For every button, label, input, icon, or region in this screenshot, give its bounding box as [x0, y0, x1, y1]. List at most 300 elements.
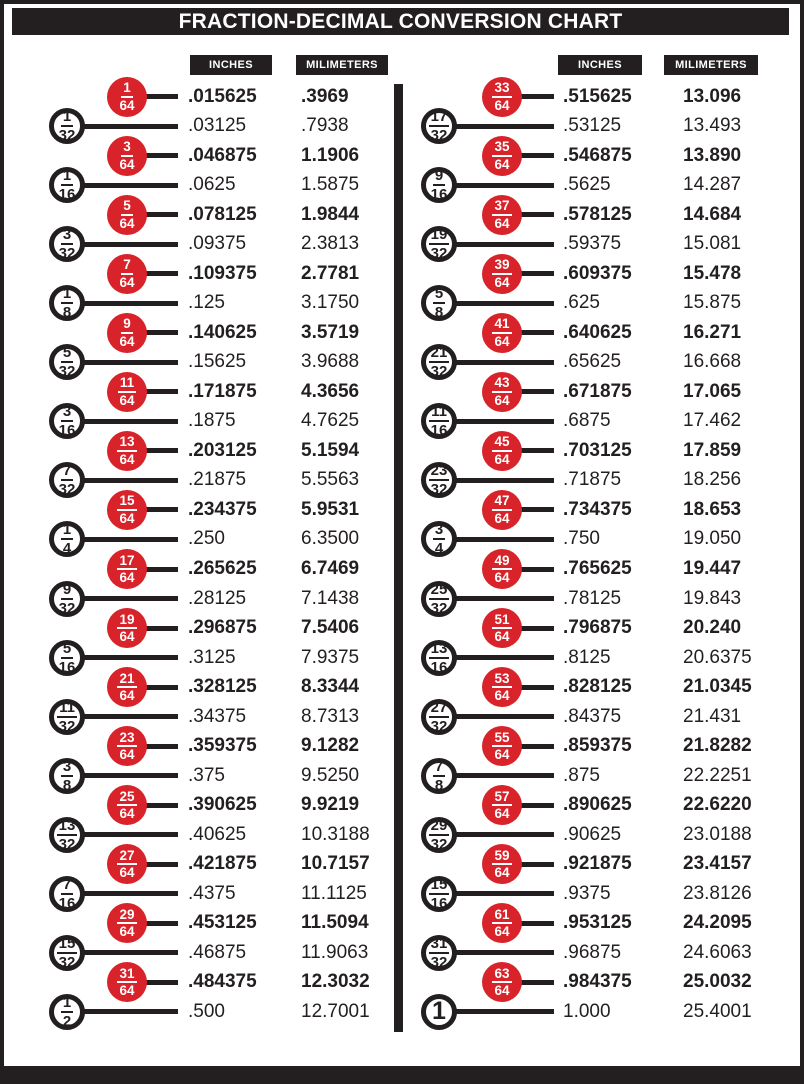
mm-value: 22.2251 — [683, 764, 752, 786]
mm-value: 23.8126 — [683, 882, 752, 904]
table-row — [0, 731, 804, 761]
fraction-badge — [482, 608, 522, 648]
fraction-denominator: 8 — [62, 776, 72, 794]
connector-line — [444, 773, 554, 778]
fraction-denominator: 32 — [58, 599, 76, 617]
mm-value: 10.7157 — [301, 853, 370, 875]
mm-value: 2.3813 — [301, 233, 360, 255]
mm-value: 3.5719 — [301, 321, 360, 343]
fraction-badge — [482, 136, 522, 176]
inches-value: .46875 — [188, 941, 247, 963]
mm-value: 19.050 — [683, 528, 742, 550]
fraction-numerator: 31 — [430, 934, 448, 952]
table-row — [0, 639, 804, 676]
fraction-numerator: 9 — [121, 317, 133, 334]
fraction-denominator: 64 — [494, 274, 510, 290]
table-row — [0, 993, 804, 1030]
mm-value: 13.096 — [683, 85, 742, 107]
fraction-denominator: 64 — [119, 451, 135, 467]
mm-value: 16.271 — [683, 321, 742, 343]
fraction-denominator: 4 — [62, 540, 72, 558]
inches-value: .3125 — [188, 646, 236, 668]
fraction-denominator: 64 — [119, 392, 135, 408]
inches-value: .125 — [188, 292, 225, 314]
fraction-denominator: 32 — [58, 717, 76, 735]
fraction-badge — [421, 758, 457, 794]
fraction-denominator: 64 — [494, 747, 510, 763]
fraction-numerator: 29 — [117, 908, 136, 925]
mm-value: 6.3500 — [301, 528, 360, 550]
fraction-denominator: 64 — [119, 156, 135, 172]
mm-value: 15.081 — [683, 233, 742, 255]
inches-value: .6875 — [563, 410, 611, 432]
mm-value: 24.2095 — [683, 912, 752, 934]
inches-value: .984375 — [563, 971, 632, 993]
mm-value: 14.684 — [683, 203, 742, 225]
table-row — [0, 908, 804, 938]
mm-value: 20.240 — [683, 617, 742, 639]
fraction-badge — [482, 726, 522, 766]
table-row — [0, 344, 804, 381]
fraction-denominator: 64 — [119, 629, 135, 645]
fraction-denominator: 16 — [58, 894, 76, 912]
fraction-badge — [482, 490, 522, 530]
mm-value: 4.7625 — [301, 410, 360, 432]
table-row — [0, 967, 804, 997]
table-row — [0, 875, 804, 912]
mm-value: 8.3344 — [301, 676, 360, 698]
fraction-denominator: 64 — [119, 333, 135, 349]
inches-value: .28125 — [188, 587, 247, 609]
table-row — [0, 790, 804, 820]
fraction-numerator: 21 — [430, 344, 448, 362]
fraction-denominator: 16 — [430, 186, 448, 204]
inches-value: .953125 — [563, 912, 632, 934]
inches-value: .703125 — [563, 439, 632, 461]
table-row — [0, 521, 804, 558]
fraction-whole: 1 — [432, 997, 446, 1026]
fraction-denominator: 64 — [494, 924, 510, 940]
connector-line — [444, 714, 554, 719]
fraction-numerator: 21 — [117, 672, 136, 689]
fraction-numerator: 3 — [62, 226, 72, 244]
connector-line — [444, 419, 554, 424]
fraction-numerator: 7 — [62, 875, 72, 893]
fraction-denominator: 2 — [62, 1012, 72, 1030]
fraction-numerator: 5 — [121, 199, 133, 216]
inches-value: .9375 — [563, 882, 611, 904]
fraction-denominator: 64 — [119, 510, 135, 526]
fraction-badge — [421, 403, 457, 439]
fraction-badge — [421, 581, 457, 617]
fraction-denominator: 4 — [434, 540, 444, 558]
mm-value: 17.859 — [683, 439, 742, 461]
fraction-numerator: 17 — [430, 108, 448, 126]
fraction-numerator: 1 — [62, 993, 72, 1011]
fraction-numerator: 37 — [492, 199, 511, 216]
fraction-denominator: 8 — [434, 304, 444, 322]
fraction-numerator: 61 — [492, 908, 511, 925]
fraction-numerator: 41 — [492, 317, 511, 334]
fraction-numerator: 55 — [492, 731, 511, 748]
table-row — [0, 377, 804, 407]
fraction-numerator: 11 — [59, 698, 75, 716]
fraction-numerator: 5 — [434, 285, 444, 303]
table-row — [0, 816, 804, 853]
inches-column-header-left: INCHES — [190, 55, 272, 75]
fraction-numerator: 53 — [492, 672, 511, 689]
inches-value: .453125 — [188, 912, 257, 934]
fraction-numerator: 3 — [62, 757, 72, 775]
fraction-denominator: 32 — [430, 953, 448, 971]
connector-line — [444, 360, 554, 365]
mm-value: 18.653 — [683, 498, 742, 520]
fraction-numerator: 33 — [492, 81, 511, 98]
fraction-denominator: 64 — [119, 688, 135, 704]
mm-value: 5.9531 — [301, 498, 360, 520]
fraction-denominator: 32 — [430, 363, 448, 381]
fraction-numerator: 51 — [492, 613, 511, 630]
fraction-denominator: 32 — [430, 481, 448, 499]
inches-value: .921875 — [563, 853, 632, 875]
bottom-border-bar — [0, 1066, 804, 1080]
fraction-denominator: 32 — [58, 953, 76, 971]
inches-value: .296875 — [188, 617, 257, 639]
fraction-denominator: 16 — [58, 658, 76, 676]
fraction-numerator: 11 — [118, 376, 136, 393]
fraction-numerator: 17 — [117, 554, 136, 571]
table-row — [0, 698, 804, 735]
inches-value: .390625 — [188, 794, 257, 816]
fraction-numerator: 35 — [492, 140, 511, 157]
fraction-numerator: 1 — [62, 521, 72, 539]
fraction-denominator: 64 — [494, 510, 510, 526]
fraction-numerator: 47 — [492, 494, 511, 511]
connector-line — [444, 1009, 554, 1014]
mm-value: 7.9375 — [301, 646, 360, 668]
connector-line — [444, 655, 554, 660]
inches-value: .40625 — [188, 823, 247, 845]
fraction-numerator: 5 — [62, 344, 72, 362]
inches-value: .90625 — [563, 823, 622, 845]
inches-value: .78125 — [563, 587, 622, 609]
inches-value: .890625 — [563, 794, 632, 816]
fraction-denominator: 32 — [58, 481, 76, 499]
fraction-denominator: 8 — [434, 776, 444, 794]
fraction-denominator: 32 — [430, 599, 448, 617]
inches-value: .21875 — [188, 469, 247, 491]
fraction-numerator: 25 — [117, 790, 136, 807]
fraction-denominator: 16 — [430, 658, 448, 676]
fraction-badge — [482, 254, 522, 294]
fraction-numerator: 5 — [62, 639, 72, 657]
table-row — [0, 757, 804, 794]
inches-value: .71875 — [563, 469, 622, 491]
fraction-denominator: 64 — [494, 983, 510, 999]
inches-value: .015625 — [188, 85, 257, 107]
table-row — [0, 436, 804, 466]
fraction-numerator: 15 — [117, 494, 136, 511]
fraction-badge — [421, 226, 457, 262]
connector-line — [444, 183, 554, 188]
millimeters-column-header-left: MILIMETERS — [296, 55, 388, 75]
fraction-numerator: 3 — [434, 521, 444, 539]
connector-line — [444, 301, 554, 306]
mm-value: 19.447 — [683, 558, 742, 579]
inches-value: .671875 — [563, 380, 632, 402]
fraction-numerator: 57 — [492, 790, 511, 807]
fraction-numerator: 13 — [117, 435, 136, 452]
fraction-denominator: 32 — [430, 245, 448, 263]
fraction-badge — [421, 108, 457, 144]
fraction-numerator: 43 — [492, 376, 511, 393]
inches-value: .34375 — [188, 705, 247, 727]
inches-value: .875 — [563, 764, 600, 786]
fraction-numerator: 13 — [430, 639, 448, 657]
fraction-denominator: 64 — [494, 865, 510, 881]
mm-value: 25.4001 — [683, 1000, 752, 1022]
mm-value: 8.7313 — [301, 705, 360, 727]
fraction-numerator: 13 — [58, 816, 76, 834]
connector-line — [444, 596, 554, 601]
fraction-denominator: 16 — [430, 422, 448, 440]
mm-value: 16.668 — [683, 351, 742, 373]
inches-value: .96875 — [563, 941, 622, 963]
page-title: FRACTION-DECIMAL CONVERSION CHART — [178, 9, 623, 33]
inches-value: .65625 — [563, 351, 622, 373]
inches-value: .8125 — [563, 646, 611, 668]
mm-value: 3.9688 — [301, 351, 360, 373]
fraction-denominator: 64 — [119, 806, 135, 822]
table-row — [0, 613, 804, 643]
inches-value: .828125 — [563, 676, 632, 698]
fraction-numerator: 15 — [430, 875, 448, 893]
fraction-denominator: 16 — [430, 894, 448, 912]
table-row — [0, 849, 804, 879]
fraction-denominator: 16 — [58, 186, 76, 204]
mm-value: .3969 — [301, 85, 349, 107]
fraction-badge — [482, 962, 522, 1002]
inches-value: 1.000 — [563, 1000, 611, 1022]
mm-value: 21.8282 — [683, 735, 752, 757]
inches-value: .5625 — [563, 174, 611, 196]
table-row — [0, 462, 804, 499]
fraction-denominator: 16 — [58, 422, 76, 440]
fraction-denominator: 32 — [430, 717, 448, 735]
fraction-denominator: 64 — [494, 451, 510, 467]
inches-value: .578125 — [563, 203, 632, 225]
fraction-badge — [421, 344, 457, 380]
fraction-denominator: 64 — [494, 688, 510, 704]
millimeters-column-header-right: MILIMETERS — [664, 55, 758, 75]
mm-value: 23.4157 — [683, 853, 752, 875]
mm-value: 11.9063 — [301, 941, 369, 963]
fraction-badge — [482, 372, 522, 412]
connector-line — [444, 537, 554, 542]
inches-value: .109375 — [188, 262, 257, 284]
table-row — [0, 259, 804, 289]
fraction-denominator: 64 — [494, 392, 510, 408]
inches-value: .59375 — [563, 233, 622, 255]
fraction-numerator: 15 — [58, 934, 76, 952]
inches-column-header-right: INCHES — [558, 55, 642, 75]
inches-value: .203125 — [188, 439, 257, 461]
fraction-numerator: 1 — [121, 81, 133, 98]
inches-value: .250 — [188, 528, 225, 550]
inches-value: .09375 — [188, 233, 247, 255]
mm-value: 1.1906 — [301, 144, 360, 166]
fraction-denominator: 64 — [494, 97, 510, 113]
fraction-denominator: 32 — [58, 363, 76, 381]
mm-value: 18.256 — [683, 469, 742, 491]
mm-value: 1.5875 — [301, 174, 360, 196]
fraction-badge — [421, 935, 457, 971]
mm-value: 10.3188 — [301, 823, 370, 845]
fraction-denominator: 64 — [119, 215, 135, 231]
inches-value: .53125 — [563, 115, 622, 137]
fraction-numerator: 59 — [492, 849, 511, 866]
mm-value: 20.6375 — [683, 646, 752, 668]
inches-value: .03125 — [188, 115, 247, 137]
fraction-badge — [482, 903, 522, 943]
inches-value: .140625 — [188, 321, 257, 343]
connector-line — [444, 832, 554, 837]
fraction-badge — [421, 699, 457, 735]
connector-line — [444, 124, 554, 129]
mm-value: 17.462 — [683, 410, 742, 432]
fraction-badge — [482, 313, 522, 353]
fraction-badge — [482, 431, 522, 471]
inches-value: .625 — [563, 292, 600, 314]
fraction-denominator: 32 — [58, 245, 76, 263]
mm-value: 14.287 — [683, 174, 742, 196]
fraction-numerator: 3 — [121, 140, 133, 157]
mm-value: 12.7001 — [301, 1000, 370, 1022]
table-row — [0, 226, 804, 263]
inches-value: .375 — [188, 764, 225, 786]
fraction-denominator: 64 — [494, 215, 510, 231]
inches-value: .15625 — [188, 351, 247, 373]
table-row — [0, 934, 804, 971]
fraction-badge — [482, 667, 522, 707]
fraction-numerator: 29 — [430, 816, 448, 834]
fraction-badge — [421, 994, 457, 1030]
fraction-numerator: 9 — [434, 167, 444, 185]
inches-value: .0625 — [188, 174, 236, 196]
fraction-denominator: 64 — [494, 629, 510, 645]
fraction-numerator: 7 — [121, 258, 133, 275]
mm-value: 3.1750 — [301, 292, 360, 314]
fraction-badge — [421, 462, 457, 498]
mm-value: 13.890 — [683, 144, 742, 166]
mm-value: 17.065 — [683, 380, 742, 402]
fraction-badge — [421, 285, 457, 321]
fraction-badge — [421, 817, 457, 853]
table-row — [0, 141, 804, 171]
inches-value: .046875 — [188, 144, 257, 166]
fraction-numerator: 7 — [62, 462, 72, 480]
table-row — [0, 554, 804, 584]
fraction-denominator: 64 — [494, 333, 510, 349]
table-row — [0, 580, 804, 617]
fraction-badge — [482, 195, 522, 235]
mm-value: 5.5563 — [301, 469, 360, 491]
fraction-denominator: 32 — [58, 835, 76, 853]
mm-value: 21.0345 — [683, 676, 752, 698]
fraction-badge — [421, 167, 457, 203]
fraction-numerator: 27 — [117, 849, 136, 866]
fraction-denominator: 32 — [430, 835, 448, 853]
mm-value: 9.1282 — [301, 735, 360, 757]
mm-value: 15.478 — [683, 262, 742, 284]
inches-value: .734375 — [563, 498, 632, 520]
fraction-numerator: 49 — [492, 554, 511, 571]
inches-value: .796875 — [563, 617, 632, 639]
fraction-badge — [421, 640, 457, 676]
inches-value: .1875 — [188, 410, 236, 432]
fraction-denominator: 64 — [494, 156, 510, 172]
fraction-numerator: 19 — [117, 613, 136, 630]
connector-line — [444, 950, 554, 955]
mm-value: 12.3032 — [301, 971, 370, 993]
inches-value: .359375 — [188, 735, 257, 757]
fraction-denominator: 32 — [430, 127, 448, 145]
mm-value: 21.431 — [683, 705, 742, 727]
inches-value: .078125 — [188, 203, 257, 225]
inches-value: .765625 — [563, 558, 632, 579]
connector-line — [444, 478, 554, 483]
mm-value: 6.7469 — [301, 558, 360, 579]
connector-line — [444, 891, 554, 896]
mm-value: 4.3656 — [301, 380, 360, 402]
title-bar — [12, 8, 789, 35]
inches-value: .4375 — [188, 882, 236, 904]
mm-value: 24.6063 — [683, 941, 752, 963]
inches-value: .515625 — [563, 85, 632, 107]
table-row — [0, 82, 804, 112]
connector-line — [444, 242, 554, 247]
fraction-numerator: 63 — [492, 967, 511, 984]
mm-value: 9.5250 — [301, 764, 360, 786]
mm-value: 2.7781 — [301, 262, 360, 284]
fraction-badge — [421, 876, 457, 912]
mm-value: 25.0032 — [683, 971, 752, 993]
fraction-denominator: 64 — [119, 924, 135, 940]
fraction-denominator: 64 — [494, 806, 510, 822]
mm-value: 19.843 — [683, 587, 742, 609]
fraction-badge — [482, 844, 522, 884]
fraction-numerator: 27 — [430, 698, 448, 716]
table-row — [0, 318, 804, 348]
fraction-denominator: 64 — [119, 865, 135, 881]
fraction-numerator: 3 — [62, 403, 72, 421]
table-row — [0, 200, 804, 230]
fraction-denominator: 8 — [62, 304, 72, 322]
inches-value: .328125 — [188, 676, 257, 698]
mm-value: 23.0188 — [683, 823, 752, 845]
fraction-denominator: 64 — [119, 983, 135, 999]
inches-value: .234375 — [188, 498, 257, 520]
mm-value: 11.1125 — [301, 882, 367, 904]
fraction-numerator: 1 — [62, 108, 72, 126]
fraction-denominator: 64 — [119, 274, 135, 290]
inches-value: .859375 — [563, 735, 632, 757]
fraction-denominator: 64 — [119, 97, 135, 113]
fraction-numerator: 9 — [62, 580, 72, 598]
fraction-numerator: 45 — [492, 435, 511, 452]
inches-value: .500 — [188, 1000, 225, 1022]
mm-value: 7.5406 — [301, 617, 360, 639]
